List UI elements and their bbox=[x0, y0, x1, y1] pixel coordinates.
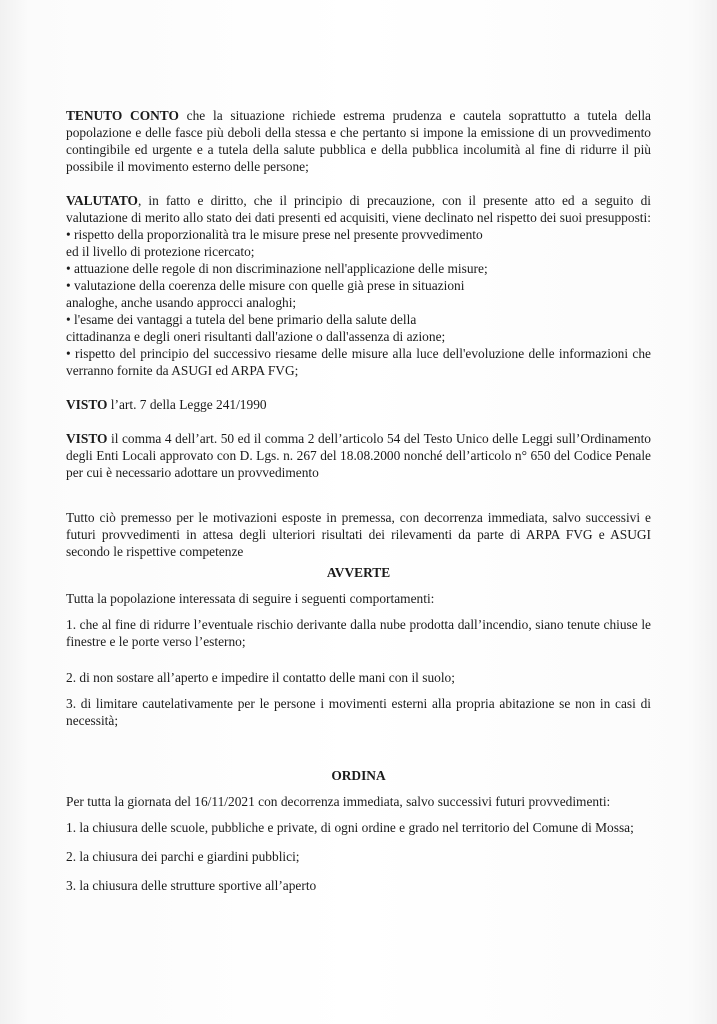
tenuto-conto-lead: TENUTO CONTO bbox=[66, 108, 179, 123]
visto-testo-unico-text: il comma 4 dell’art. 50 ed il comma 2 dell’articolo 54 del Testo Unico delle Leggi sull’Ordinamento degli Enti Locali approvato con D. Lgs. n. 267 del 18.08.2000 nonché dell’articolo n° 650 del Codice Penale per cui è necessario adottare un provvedimento bbox=[66, 431, 651, 480]
valutato-lead: VALUTATO bbox=[66, 193, 138, 208]
avverte-intro: Tutta la popolazione interessata di seguire i seguenti comportamenti: bbox=[66, 591, 435, 606]
bullet-4-line-1: • l'esame dei vantaggi a tutela del bene primario della salute della bbox=[66, 312, 417, 327]
ordina-item-3: 3. la chiusura delle strutture sportive all’aperto bbox=[66, 878, 317, 893]
bullet-5: • rispetto del principio del successivo riesame delle misure alla luce dell'evoluzione delle informazioni che verranno fornite da ASUGI ed ARPA FVG; bbox=[66, 346, 651, 378]
visto-lead-1: VISTO bbox=[66, 397, 108, 412]
tenuto-conto-text: che la situazione richiede estrema prudenza e cautela soprattutto a tutela della popolazione e delle fasce più deboli della stessa e che pertanto si impone la emissione di un provvedimento contingibile ed urgente e a tutela della salute pubblica e della pubblica incolumità al fine di ridurre il più possibile il movimento esterno delle persone; bbox=[66, 108, 651, 174]
document-body bbox=[66, 107, 651, 894]
premesso-paragraph: Tutto ciò premesso per le motivazioni esposte in premessa, con decorrenza immediata, salvo successivi e futuri provvedimenti in attesa degli ulteriori risultati dei rilevamenti da parte di ARPA FVG e ASUGI secondo le rispettive competenze bbox=[66, 510, 651, 559]
bullet-2: • attuazione delle regole di non discriminazione nell'applicazione delle misure; bbox=[66, 261, 488, 276]
avverte-item-1: 1. che al fine di ridurre l’eventuale rischio derivante dalla nube prodotta dall’incendio, siano tenute chiuse le finestre e le porte verso l’esterno; bbox=[66, 617, 651, 649]
ordina-intro: Per tutta la giornata del 16/11/2021 con decorrenza immediata, salvo successivi futuri provvedimenti: bbox=[66, 794, 611, 809]
ordina-item-2: 2. la chiusura dei parchi e giardini pubblici; bbox=[66, 849, 300, 864]
visto-testo-unico-paragraph bbox=[66, 430, 651, 481]
avverte-item-3: 3. di limitare cautelativamente per le persone i movimenti esterni alla propria abitazione se non in casi di necessità; bbox=[66, 696, 651, 728]
bullet-1-line-1: • rispetto della proporzionalità tra le misure prese nel presente provvedimento bbox=[66, 227, 483, 242]
visto-lead-2: VISTO bbox=[66, 431, 108, 446]
visto-legge-paragraph bbox=[66, 396, 651, 413]
bullet-1-line-2: ed il livello di protezione ricercato; bbox=[66, 244, 255, 259]
bullet-4-line-2: cittadinanza e degli oneri risultanti dall'azione o dall'assenza di azione; bbox=[66, 329, 446, 344]
bullet-3-line-1: • valutazione della coerenza delle misure con quelle già prese in situazioni bbox=[66, 278, 465, 293]
tenuto-conto-paragraph bbox=[66, 107, 651, 175]
avverte-heading: AVVERTE bbox=[326, 565, 391, 580]
ordina-heading: ORDINA bbox=[331, 768, 386, 783]
valutato-text: , in fatto e diritto, che il principio di precauzione, con il presente atto ed a seguito di valutazione di merito allo stato dei dati presenti ed acquisiti, viene declinato nel rispetto dei suoi presupposti: bbox=[66, 193, 651, 225]
avverte-item-2: 2. di non sostare all’aperto e impedire il contatto delle mani con il suolo; bbox=[66, 670, 455, 685]
visto-legge-text: l’art. 7 della Legge 241/1990 bbox=[107, 397, 267, 412]
ordina-item-1: 1. la chiusura delle scuole, pubbliche e private, di ogni ordine e grado nel territorio del Comune di Mossa; bbox=[66, 820, 634, 835]
valutato-bullets bbox=[66, 226, 651, 379]
valutato-paragraph bbox=[66, 192, 651, 226]
bullet-3-line-2: analoghe, anche usando approcci analoghi; bbox=[66, 295, 297, 310]
